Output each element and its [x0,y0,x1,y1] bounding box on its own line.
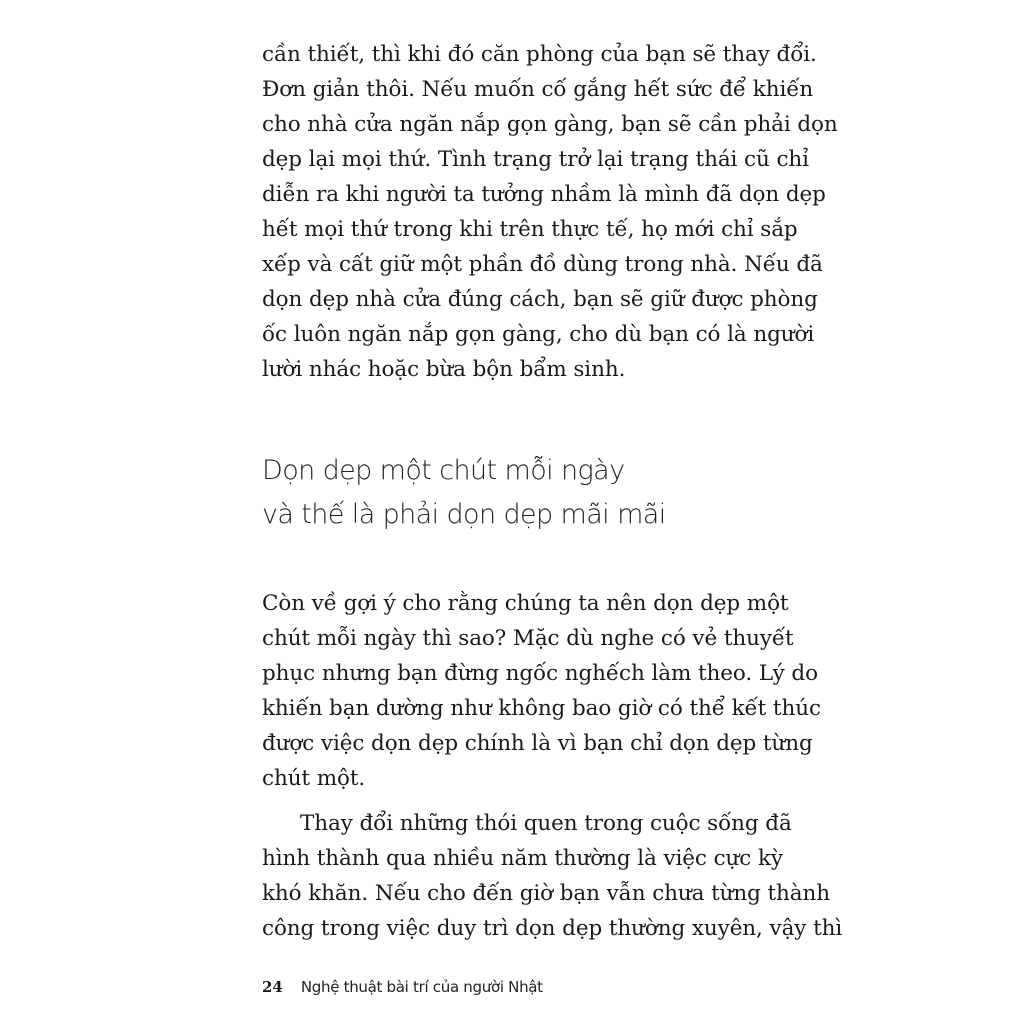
text-line: Còn về gợi ý cho rằng chúng ta nên dọn dẹp một [262,591,789,616]
text-line: công trong việc duy trì dọn dẹp thường xuyên, vậy thì [262,916,843,941]
running-title: Nghệ thuật bài trí của người Nhật [300,978,543,996]
page-number: 24 [262,978,283,996]
text-line: chút mỗi ngày thì sao? Mặc dù nghe có vẻ thuyết [262,626,794,651]
text-line: chút một. [262,766,366,791]
text-line: khó khăn. Nếu cho đến giờ bạn vẫn chưa từng thành [262,881,831,906]
text-line: ốc luôn ngăn nắp gọn gàng, cho dù bạn có là người [262,322,815,347]
text-line: Thay đổi những thói quen trong cuộc sống đã [300,811,792,836]
text-line: cho nhà cửa ngăn nắp gọn gàng, bạn sẽ cần phải dọn [262,112,838,137]
page-footer [262,975,543,999]
text-line: được việc dọn dẹp chính là vì bạn chỉ dọn dẹp từng [262,731,813,756]
heading-line: Dọn dẹp một chút mỗi ngày [262,455,625,486]
text-line: phục nhưng bạn đừng ngốc nghếch làm theo. Lý do [262,661,818,686]
text-line: dọn dẹp nhà cửa đúng cách, bạn sẽ giữ được phòng [262,287,818,312]
text-line: khiến bạn dường như không bao giờ có thể kết thúc [262,696,821,721]
text-line: xếp và cất giữ một phần đồ dùng trong nhà. Nếu đã [262,252,823,277]
text-line: lười nhác hoặc bừa bộn bẩm sinh. [262,357,626,382]
text-line: Đơn giản thôi. Nếu muốn cố gắng hết sức để khiến [262,77,814,102]
text-line: hết mọi thứ trong khi trên thực tế, họ mới chỉ sắp [262,217,798,242]
heading-line: và thế là phải dọn dẹp mãi mãi [262,499,666,530]
text-line: cần thiết, thì khi đó căn phòng của bạn sẽ thay đổi. [262,42,817,67]
text-line: hình thành qua nhiều năm thường là việc cực kỳ [262,846,783,871]
text-line: diễn ra khi người ta tưởng nhầm là mình đã dọn dẹp [262,182,826,207]
text-line: dẹp lại mọi thứ. Tình trạng trở lại trạng thái cũ chỉ [262,147,809,172]
